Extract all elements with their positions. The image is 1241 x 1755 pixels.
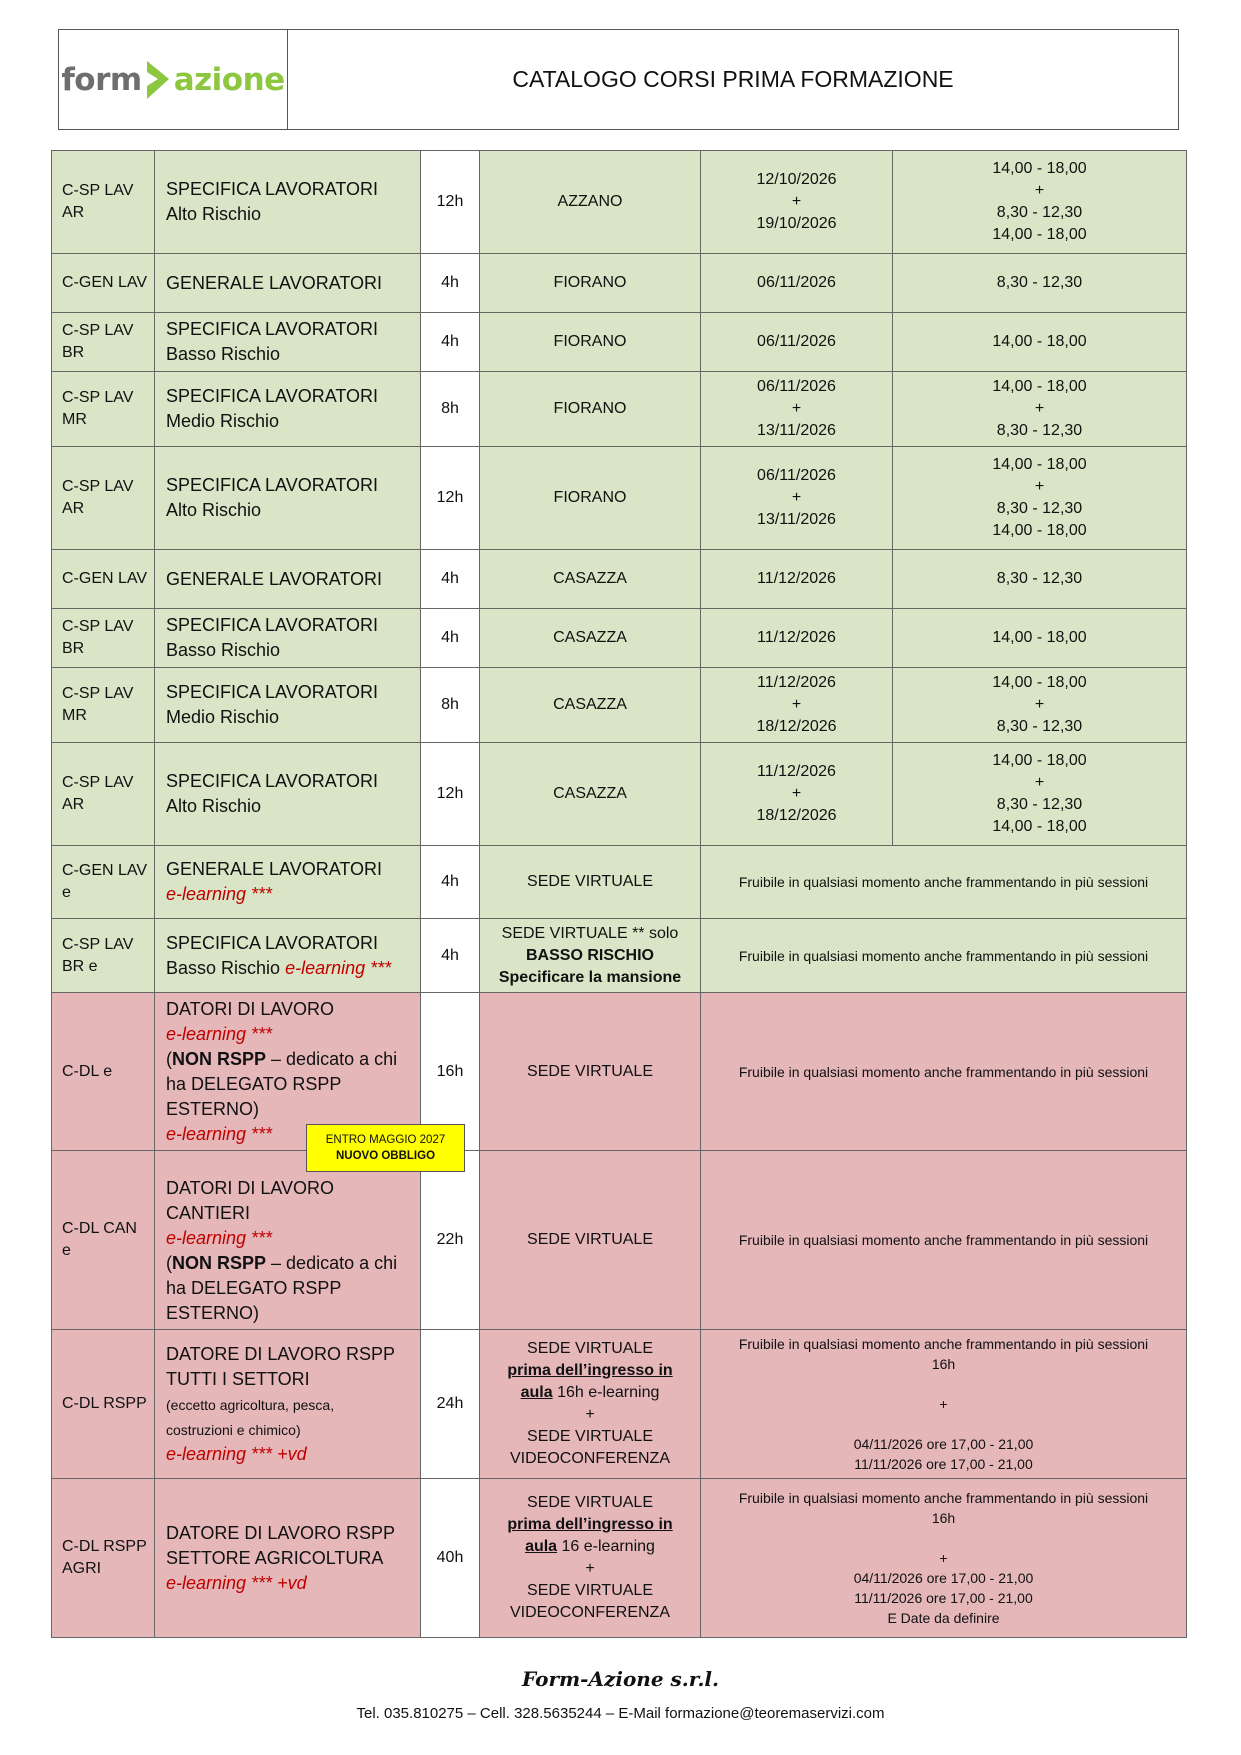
course-name: DATORE DI LAVORO RSPP TUTTI I SETTORI (eccetto agricoltura, pesca, costruzioni e chimico) e-learning *** +vd — [155, 1330, 421, 1479]
course-name: SPECIFICA LAVORATORI Medio Rischio — [155, 372, 421, 447]
course-location: SEDE VIRTUALE — [480, 846, 701, 919]
course-location: FIORANO — [480, 254, 701, 313]
logo-text-part1: form — [61, 61, 142, 98]
course-times: 8,30 - 12,30 — [893, 550, 1187, 609]
course-code: C-SP LAV MR — [52, 668, 155, 743]
course-hours: 4h — [421, 254, 480, 313]
course-row — [52, 447, 1187, 550]
course-times: 14,00 - 18,00 — [893, 609, 1187, 668]
course-location: CASAZZA — [480, 668, 701, 743]
course-location: SEDE VIRTUALE — [480, 1151, 701, 1330]
course-location: CASAZZA — [480, 550, 701, 609]
course-availability-note: Fruibile in qualsiasi momento anche frammentando in più sessioni — [701, 846, 1187, 919]
course-hours: 4h — [421, 609, 480, 668]
course-location: CASAZZA — [480, 743, 701, 846]
footer-contact-info: Tel. 035.810275 – Cell. 328.5635244 – E-Mail formazione@teoremaservizi.com — [356, 1705, 885, 1722]
course-code: C-SP LAV BR — [52, 313, 155, 372]
course-dates: 11/12/2026 + 18/12/2026 — [701, 743, 893, 846]
course-location: FIORANO — [480, 313, 701, 372]
course-code: C-SP LAV BR e — [52, 919, 155, 993]
course-times: 14,00 - 18,00 + 8,30 - 12,30 14,00 - 18,00 — [893, 151, 1187, 254]
course-code: C-SP LAV MR — [52, 372, 155, 447]
course-catalog-table — [51, 150, 1187, 1638]
course-row — [52, 609, 1187, 668]
course-row — [52, 1330, 1187, 1479]
course-row — [52, 254, 1187, 313]
logo-arrow-mark — [143, 55, 173, 105]
course-dates: 12/10/2026 + 19/10/2026 — [701, 151, 893, 254]
course-row — [52, 846, 1187, 919]
course-dates: 06/11/2026 — [701, 313, 893, 372]
course-times: 8,30 - 12,30 — [893, 254, 1187, 313]
course-hours: 40h — [421, 1479, 480, 1638]
course-hours: 12h — [421, 743, 480, 846]
course-row — [52, 743, 1187, 846]
course-name: SPECIFICA LAVORATORI Medio Rischio — [155, 668, 421, 743]
course-row — [52, 151, 1187, 254]
course-code: C-DL RSPP — [52, 1330, 155, 1479]
course-dates: 11/12/2026 — [701, 550, 893, 609]
course-code: C-SP LAV AR — [52, 447, 155, 550]
course-hours: 16h — [421, 993, 480, 1151]
course-name: SPECIFICA LAVORATORI Alto Rischio — [155, 447, 421, 550]
course-dates: 11/12/2026 + 18/12/2026 — [701, 668, 893, 743]
course-hours: 4h — [421, 313, 480, 372]
course-name: GENERALE LAVORATORI — [155, 550, 421, 609]
course-code: C-SP LAV AR — [52, 743, 155, 846]
course-code: C-DL RSPP AGRI — [52, 1479, 155, 1638]
course-name: SPECIFICA LAVORATORI Alto Rischio — [155, 151, 421, 254]
course-availability-note: Fruibile in qualsiasi momento anche frammentando in più sessioni — [701, 993, 1187, 1151]
course-code: C-GEN LAV — [52, 254, 155, 313]
course-location: FIORANO — [480, 447, 701, 550]
footer-company-name: Form-Azione s.r.l. — [522, 1667, 719, 1691]
new-obligation-badge: ENTRO MAGGIO 2027 NUOVO OBBLIGO — [306, 1124, 465, 1172]
course-dates: 06/11/2026 — [701, 254, 893, 313]
course-row — [52, 1479, 1187, 1638]
course-name: GENERALE LAVORATORI — [155, 254, 421, 313]
document-title: CATALOGO CORSI PRIMA FORMAZIONE — [512, 66, 954, 92]
course-name: DATORI DI LAVORO CANTIERI e-learning *** (NON RSPP – dedicato a chi ha DELEGATO RSPP ESTERNO) — [155, 1151, 421, 1330]
course-name: SPECIFICA LAVORATORI Basso Rischio e-learning *** — [155, 919, 421, 993]
course-times: 14,00 - 18,00 + 8,30 - 12,30 14,00 - 18,00 — [893, 447, 1187, 550]
course-dates: 06/11/2026 + 13/11/2026 — [701, 372, 893, 447]
course-availability-note: Fruibile in qualsiasi momento anche frammentando in più sessioni — [701, 919, 1187, 993]
course-row — [52, 919, 1187, 993]
course-times: 14,00 - 18,00 + 8,30 - 12,30 — [893, 372, 1187, 447]
course-hours: 4h — [421, 550, 480, 609]
logo-cell — [59, 30, 288, 129]
course-name: DATORE DI LAVORO RSPP SETTORE AGRICOLTURA e-learning *** +vd — [155, 1479, 421, 1638]
logo-text-part2: azione — [173, 61, 285, 98]
course-code: C-SP LAV AR — [52, 151, 155, 254]
course-name: GENERALE LAVORATORI e-learning *** — [155, 846, 421, 919]
document-header — [58, 29, 1179, 130]
course-times: 14,00 - 18,00 + 8,30 - 12,30 14,00 - 18,00 — [893, 743, 1187, 846]
course-code: C-GEN LAV e — [52, 846, 155, 919]
course-code: C-GEN LAV — [52, 550, 155, 609]
course-row — [52, 1151, 1187, 1330]
course-code: C-SP LAV BR — [52, 609, 155, 668]
course-location: SEDE VIRTUALE prima dell’ingresso in aula 16 e-learning + SEDE VIRTUALE VIDEOCONFERENZA — [480, 1479, 701, 1638]
course-row — [52, 550, 1187, 609]
course-hours: 8h — [421, 668, 480, 743]
course-row — [52, 993, 1187, 1151]
course-name: DATORI DI LAVORO e-learning *** (NON RSPP – dedicato a chi ha DELEGATO RSPP ESTERNO) e-learning *** — [155, 993, 421, 1151]
course-name: SPECIFICA LAVORATORI Alto Rischio — [155, 743, 421, 846]
course-location: SEDE VIRTUALE prima dell’ingresso in aula 16h e-learning + SEDE VIRTUALE VIDEOCONFERENZA — [480, 1330, 701, 1479]
course-location: AZZANO — [480, 151, 701, 254]
course-hours: 22h — [421, 1151, 480, 1330]
course-availability-note: Fruibile in qualsiasi momento anche frammentando in più sessioni — [701, 1151, 1187, 1330]
course-name: SPECIFICA LAVORATORI Basso Rischio — [155, 313, 421, 372]
course-dates: 11/12/2026 — [701, 609, 893, 668]
course-location: FIORANO — [480, 372, 701, 447]
course-hours: 4h — [421, 919, 480, 993]
course-location: CASAZZA — [480, 609, 701, 668]
course-hours: 12h — [421, 151, 480, 254]
course-code: C-DL CAN e — [52, 1151, 155, 1330]
course-name: SPECIFICA LAVORATORI Basso Rischio — [155, 609, 421, 668]
course-location: SEDE VIRTUALE ** solo BASSO RISCHIO Specificare la mansione — [480, 919, 701, 993]
course-row — [52, 313, 1187, 372]
course-row — [52, 668, 1187, 743]
course-schedule-note: Fruibile in qualsiasi momento anche frammentando in più sessioni 16h + 04/11/2026 ore 17,00 - 21,00 11/11/2026 ore 17,00 - 21,00 E Date da definire — [701, 1479, 1187, 1638]
course-hours: 4h — [421, 846, 480, 919]
course-hours: 12h — [421, 447, 480, 550]
course-location: SEDE VIRTUALE — [480, 993, 701, 1151]
course-schedule-note: Fruibile in qualsiasi momento anche frammentando in più sessioni 16h + 04/11/2026 ore 17,00 - 21,00 11/11/2026 ore 17,00 - 21,00 — [701, 1330, 1187, 1479]
course-hours: 24h — [421, 1330, 480, 1479]
course-times: 14,00 - 18,00 — [893, 313, 1187, 372]
course-hours: 8h — [421, 372, 480, 447]
course-dates: 06/11/2026 + 13/11/2026 — [701, 447, 893, 550]
company-logo — [61, 55, 284, 105]
course-row — [52, 372, 1187, 447]
course-times: 14,00 - 18,00 + 8,30 - 12,30 — [893, 668, 1187, 743]
course-code: C-DL e — [52, 993, 155, 1151]
